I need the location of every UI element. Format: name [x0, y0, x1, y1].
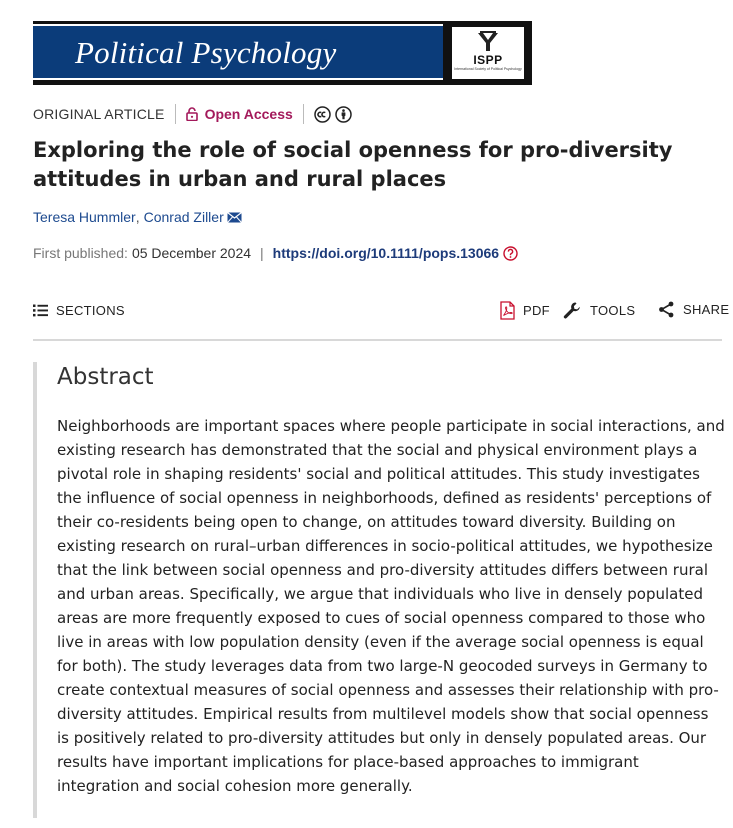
- external-link-icon[interactable]: [503, 246, 518, 261]
- pdf-icon: [500, 301, 515, 320]
- journal-banner-title-area: [33, 24, 443, 80]
- first-published-label: First published:: [33, 245, 128, 261]
- ispp-emblem-icon: [476, 31, 500, 53]
- author-link[interactable]: Conrad Ziller: [143, 209, 224, 225]
- share-button[interactable]: [658, 301, 729, 318]
- mail-icon[interactable]: [227, 212, 242, 223]
- toolbar-divider: [33, 339, 722, 341]
- author-separator: ,: [135, 209, 140, 225]
- wrench-icon: [563, 301, 582, 320]
- doi-link[interactable]: https://doi.org/10.1111/pops.13066: [272, 245, 500, 261]
- abstract-text: Neighborhoods are important spaces where people participate in social interactions, and existing research has demonstrated that the social and physical environment plays a pivotal role in shaping residents' social and political attitudes. This study investigates the influence of social openness in neighborhoods, defined as residents' perceptions of their co-residents being open to change, on attitudes toward diversity. Building on existing research on rural–urban differences in socio-political attitudes, we hypothesize that the link between social openness and pro-diversity attitudes differs between rural and urban areas. Specifically, we argue that individuals who live in densely populated areas are more frequently exposed to cues of social openness compared to those who live in areas with low population density (even if the average social openness is equal for both). The study leverages data from two large-N geocoded surveys in Germany to create contextual measures of social openness and assesses their relationship with pro-diversity attitudes. Empirical results from multilevel models show that social openness is positively related to pro-diversity attitudes but only in densely populated areas. Our results have important implications for place-based approaches to immigrant integration and social cohesion more generally.: [57, 417, 725, 795]
- ispp-logo-subtext: International Society of Political Psychology: [454, 67, 522, 71]
- share-icon: [658, 301, 675, 318]
- license-icons[interactable]: [314, 106, 352, 123]
- cc-icon: [314, 106, 331, 123]
- ispp-logo-text: ISPP: [473, 53, 503, 67]
- author-link[interactable]: Teresa Hummler: [33, 209, 136, 225]
- tools-label: TOOLS: [590, 303, 636, 318]
- publication-info: [33, 245, 518, 261]
- journal-banner[interactable]: [33, 21, 532, 85]
- divider: [175, 104, 176, 124]
- first-published-date: 05 December 2024: [131, 245, 252, 261]
- sections-button[interactable]: [33, 303, 125, 318]
- article-title: Exploring the role of social openness for pro-diversity attitudes in urban and rural places: [33, 138, 673, 191]
- article-meta-row: [33, 103, 352, 125]
- article-toolbar: [33, 299, 730, 327]
- sections-label: SECTIONS: [56, 303, 125, 318]
- author-list: [33, 209, 242, 225]
- abstract-section: [33, 362, 725, 818]
- abstract-heading: Abstract: [57, 364, 154, 390]
- tools-button[interactable]: [563, 301, 635, 320]
- pdf-label: PDF: [523, 303, 550, 318]
- open-access-badge[interactable]: [186, 106, 293, 122]
- pdf-button[interactable]: [500, 301, 550, 320]
- divider: [303, 104, 304, 124]
- journal-title: Political Psychology: [75, 35, 337, 70]
- lock-icon: [186, 107, 198, 121]
- share-label: SHARE: [683, 302, 730, 317]
- divider: |: [260, 245, 264, 261]
- by-icon: [335, 106, 352, 123]
- ispp-logo: [452, 27, 524, 79]
- open-access-label: Open Access: [204, 106, 293, 122]
- article-type: ORIGINAL ARTICLE: [33, 106, 165, 122]
- list-icon: [33, 304, 48, 317]
